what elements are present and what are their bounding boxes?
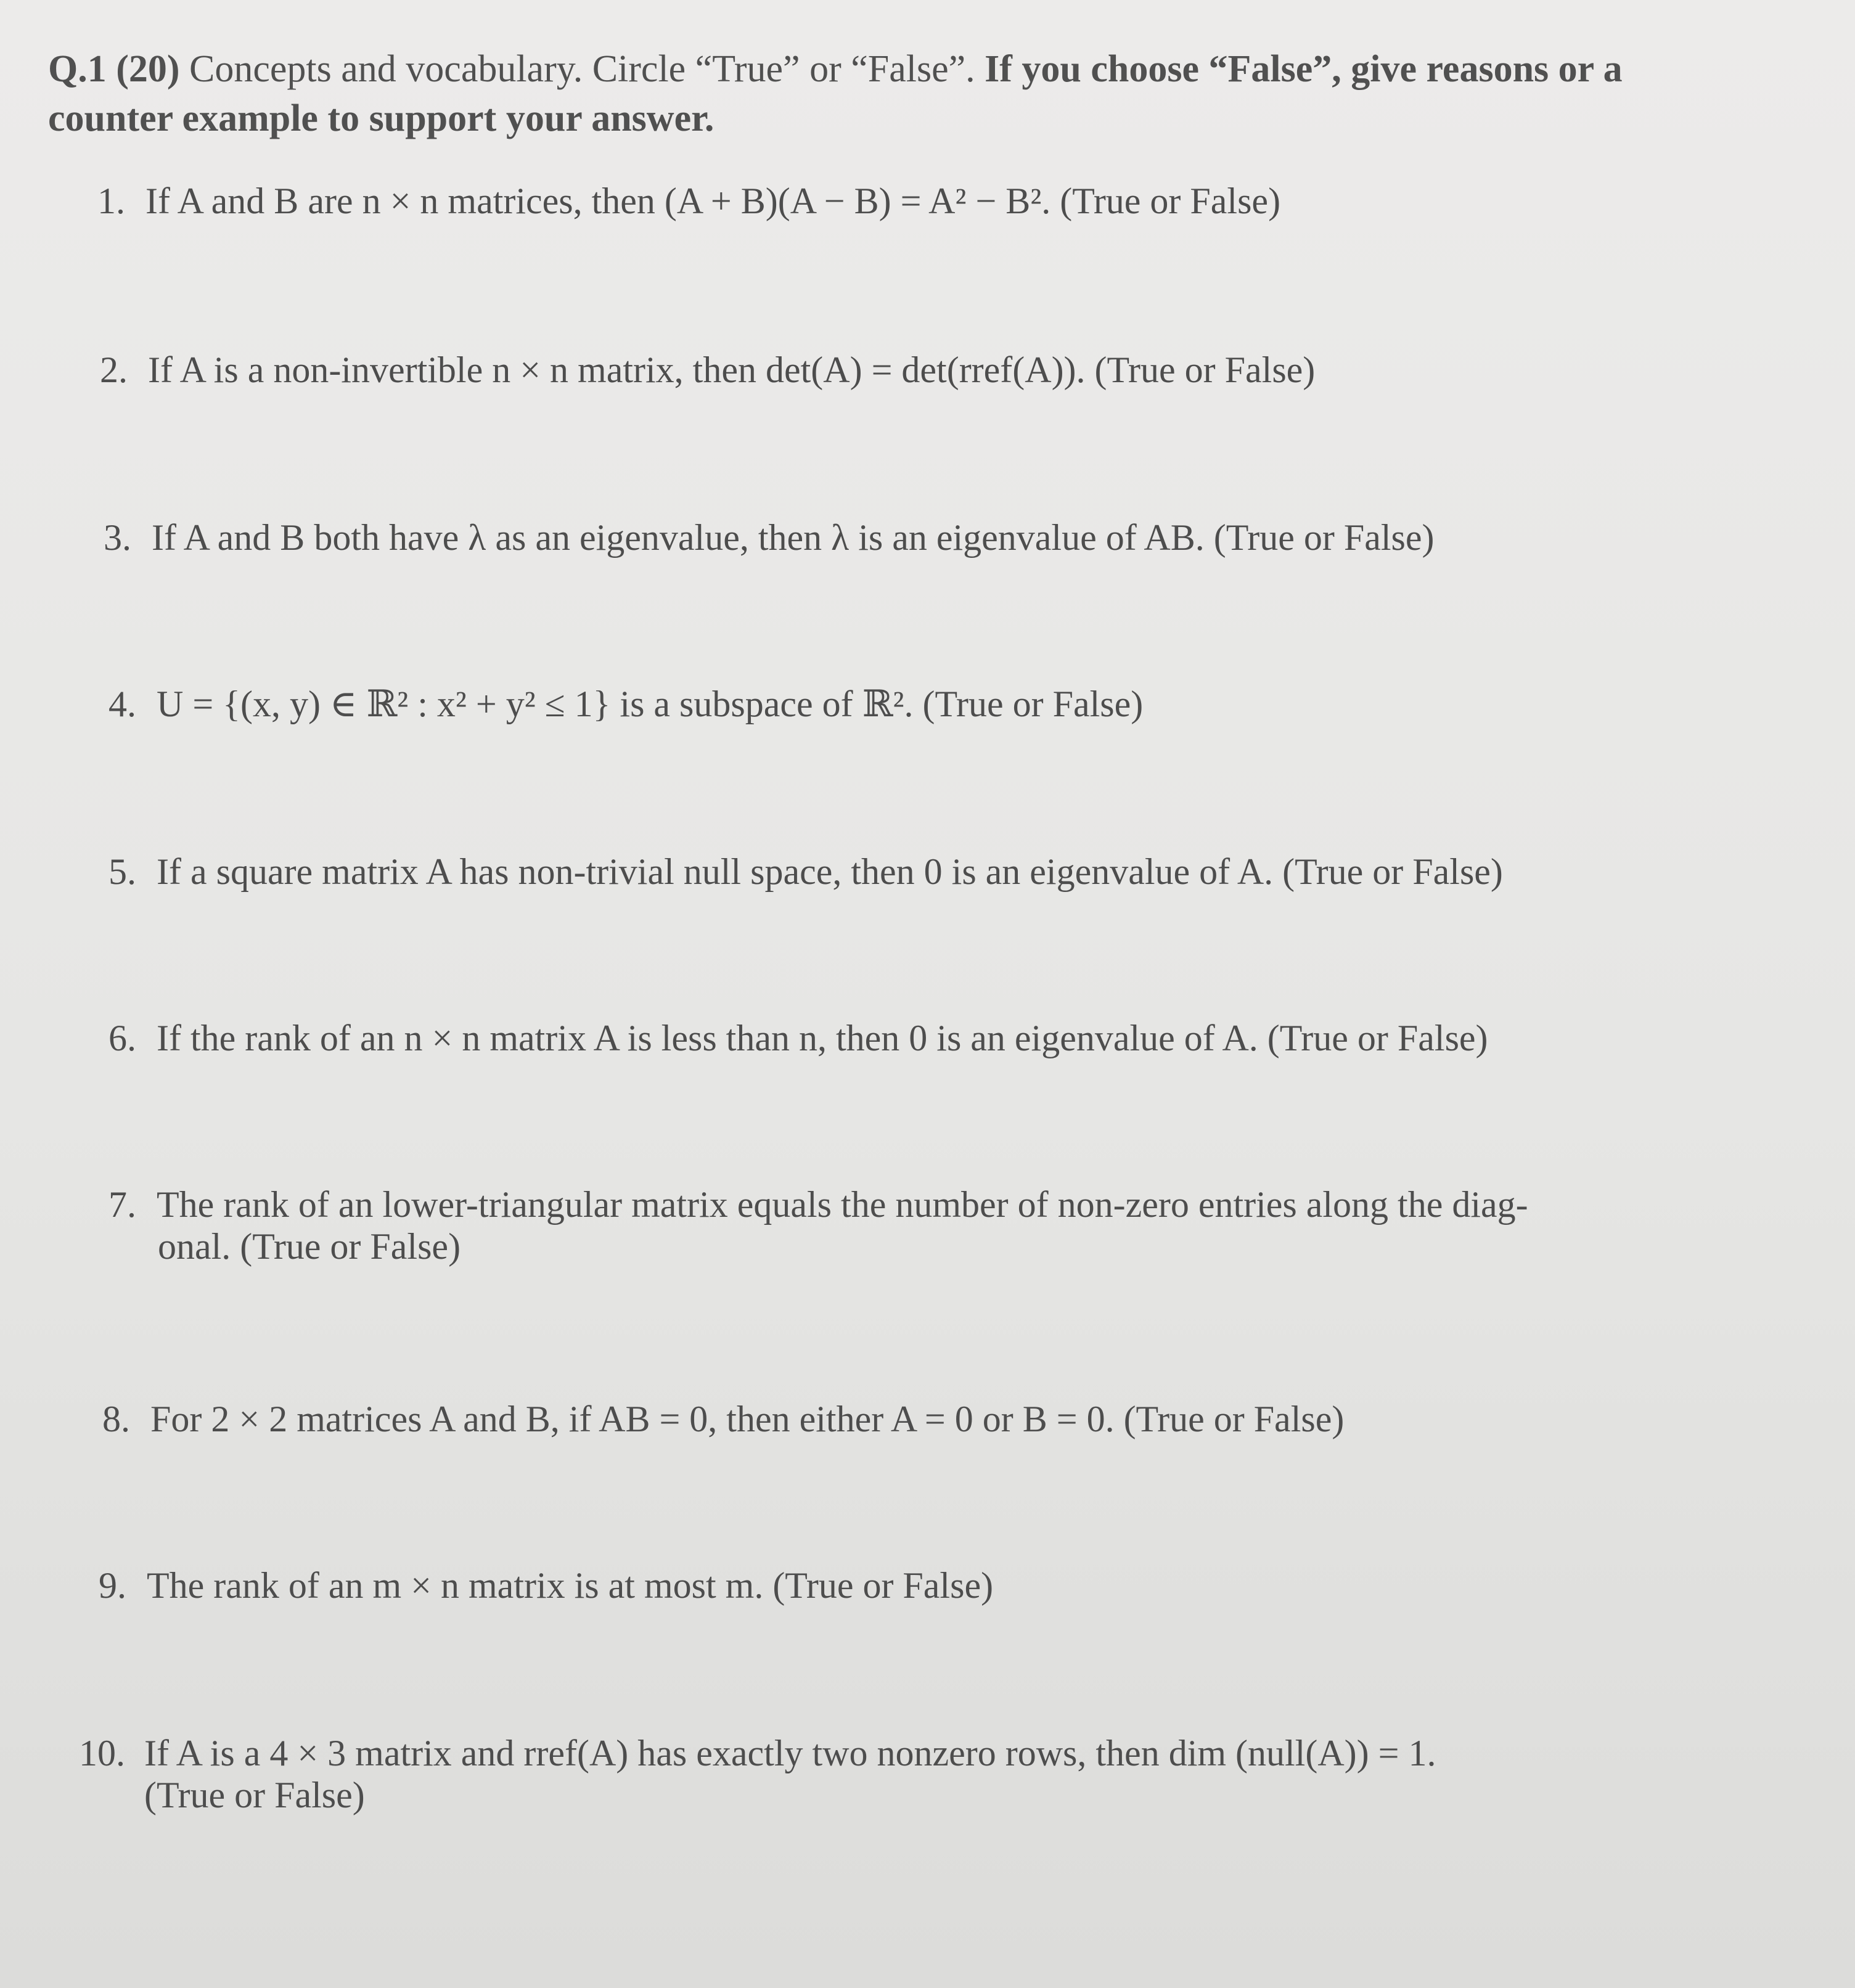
- question-item-4: [109, 683, 1143, 725]
- item-text: U = {(x, y) ∈ ℝ² : x² + y² ≤ 1} is a subspace of ℝ². (True or False): [157, 684, 1144, 724]
- question-instruction: If you choose “False”, give reasons or a counter example to support your answer.: [48, 48, 1623, 139]
- item-text: The rank of an m × n matrix is at most m. (True or False): [147, 1565, 994, 1606]
- item-text-line-2: (True or False): [144, 1775, 365, 1815]
- question-item-6: [109, 1017, 1488, 1059]
- item-number: 10.: [79, 1733, 125, 1773]
- item-number: 8.: [102, 1399, 130, 1439]
- item-number: 7.: [109, 1184, 136, 1225]
- item-number: 6.: [109, 1018, 136, 1058]
- item-text-line-1: If A is a 4 × 3 matrix and rref(A) has exactly two nonzero rows, then dim (null(A)) = 1.: [144, 1733, 1436, 1773]
- item-number: 5.: [109, 851, 136, 892]
- item-text: For 2 × 2 matrices A and B, if AB = 0, then either A = 0 or B = 0. (True or False): [150, 1399, 1345, 1439]
- question-header: [48, 44, 1663, 143]
- item-number: 3.: [104, 517, 131, 558]
- question-item-8: [102, 1398, 1344, 1440]
- question-item-10: [79, 1732, 1436, 1816]
- question-item-3: [104, 517, 1435, 558]
- item-text: If a square matrix A has non-trivial null space, then 0 is an eigenvalue of A. (True or False): [157, 851, 1503, 892]
- question-intro: Concepts and vocabulary. Circle “True” or “False”.: [189, 48, 975, 90]
- item-text-line-1: The rank of an lower-triangular matrix equals the number of non-zero entries along the diag-: [157, 1184, 1528, 1225]
- item-number: 9.: [99, 1565, 126, 1606]
- question-item-7: [109, 1184, 1528, 1267]
- item-number: 2.: [100, 350, 128, 390]
- question-item-2: [100, 349, 1315, 391]
- question-item-9: [99, 1565, 993, 1606]
- item-text: If A is a non-invertible n × n matrix, then det(A) = det(rref(A)). (True or False): [148, 350, 1316, 390]
- item-text-line-2: onal. (True or False): [158, 1226, 461, 1267]
- question-item-1: [97, 180, 1280, 222]
- item-text: If A and B both have λ as an eigenvalue, then λ is an eigenvalue of AB. (True or False): [152, 517, 1435, 558]
- item-text: If A and B are n × n matrices, then (A + B)(A − B) = A² − B². (True or False): [145, 181, 1281, 221]
- item-text: If the rank of an n × n matrix A is less than n, then 0 is an eigenvalue of A. (True or False): [157, 1018, 1488, 1058]
- item-number: 4.: [109, 684, 136, 724]
- question-item-5: [109, 851, 1503, 893]
- item-number: 1.: [97, 181, 125, 221]
- question-number-points: Q.1 (20): [48, 48, 180, 90]
